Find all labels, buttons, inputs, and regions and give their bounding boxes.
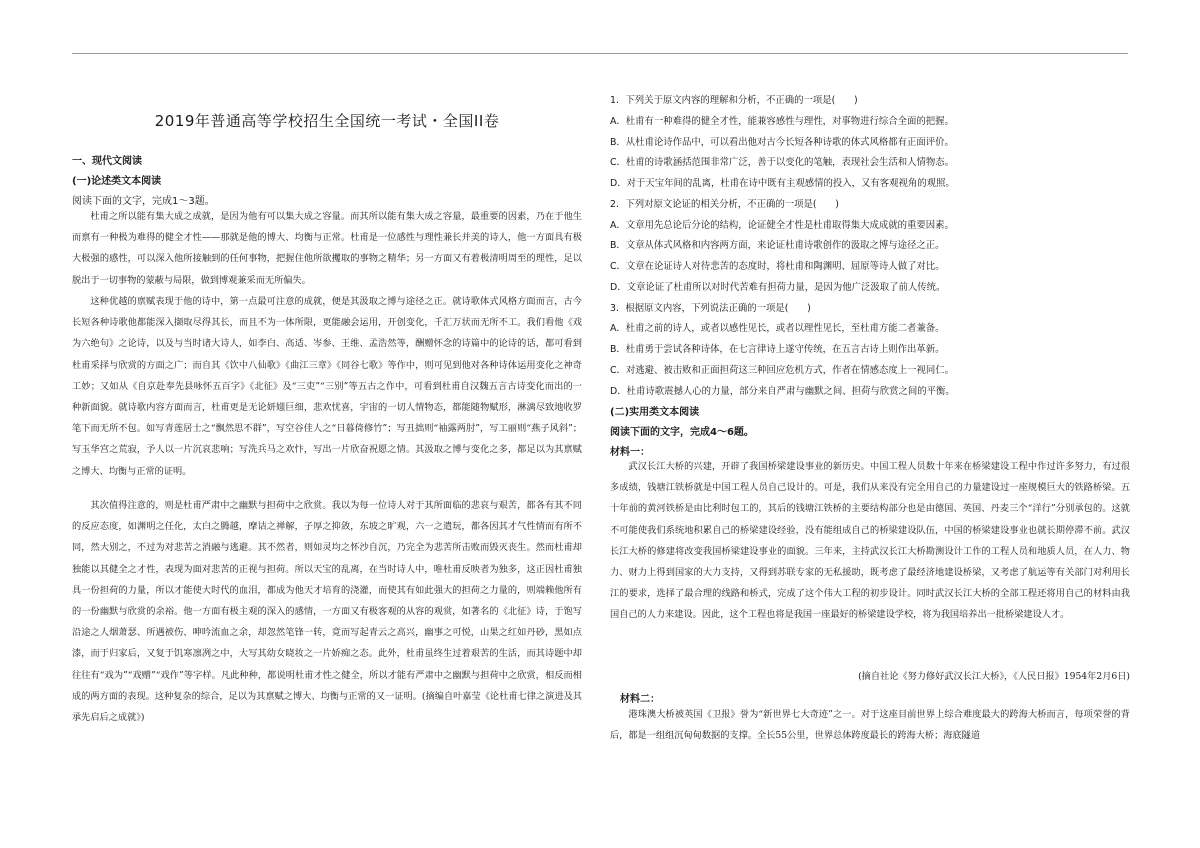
header-rule bbox=[72, 53, 1128, 54]
question-2: 2．下列对原文论证的相关分析，不正确的一项是( ) bbox=[610, 199, 839, 210]
instruction: 阅读下面的文字，完成1〜3题。 bbox=[72, 196, 215, 207]
material-1-label: 材料一： bbox=[610, 447, 650, 458]
material-1-text: 武汉长江大桥的兴建，开辟了我国桥梁建设事业的新历史。中国工程人员数十年来在桥梁建设工程中作过许多努力，有过很多成绩，钱塘江铁桥就是中国工程人员自己设计的。可是，我们从来没有完全用自己的力量建设过一座规模巨大的铁路桥梁。五十年前的黄河铁桥是由比利时包工的，其后的钱塘江铁桥的主要结构部分也是由德国、英国、丹麦三个“洋行”分别承包的。这就不可能使我们系统地积累自己的桥梁建设经验，没有能组成自己的桥梁建设队伍，中国的桥梁建设事业也就长期停滞不前。武汉长江大桥的修建将改变我国桥梁建设事业的面貌。三年来，主持武汉长江大桥勘测设计工作的工程人员和地质人员，在人力、物力、财力上得到国家的大力支持，又得到苏联专家的无私援助，既考虑了最经济地建设桥梁，又考虑了航运等有关部门对利用长江的要求，选择了最合理的线路和桥式，完成了这个伟大工程的初步设计。同时武汉长江大桥的全部工程还将用自己的材料由我国自己的人力来建设。因此，这个工程也将是我国一座最好的桥梁建设学校，将为我国培养出一批桥梁建设人才。 bbox=[610, 461, 1130, 621]
option-1c: C．杜甫的诗歌涵括范围非常广泛，善于以变化的笔触，表现社会生活和人情物态。 bbox=[610, 157, 955, 168]
section-heading: 一、现代文阅读 bbox=[72, 156, 142, 167]
subsection-heading-2: (二)实用类文本阅读 bbox=[610, 407, 700, 418]
option-1d: D．对于天宝年间的乱离，杜甫在诗中既有主观感情的投入，又有客观视角的观照。 bbox=[610, 178, 955, 189]
passage-paragraph-1: 杜甫之所以能有集大成之成就，是因为他有可以集大成之容量。而其所以能有集大成之容量，最重要的因素，乃在于他生而禀有一种极为难得的健全才性——那就是他的博大、均衡与正常。杜甫是一位感性与理性兼长并美的诗人，他一方面具有极大极强的感性，可以深入他所接触到的任何事物，把握住他所欲攫取的事物之精华；另一方面又有着极清明周至的理性，足以脱出于一切事物的蒙蔽与局限，做到博观兼采而无所偏失。 bbox=[72, 211, 582, 286]
instruction-2: 阅读下面的文字，完成4〜6题。 bbox=[610, 427, 754, 438]
question-1: 1．下列关于原文内容的理解和分析，不正确的一项是( ) bbox=[610, 95, 858, 106]
page-title: 2019年普通高等学校招生全国统一考试・全国II卷 bbox=[154, 112, 500, 130]
option-3c: C．对逃避、被击败和正面担荷这三种回应危机方式，作者在情感态度上一视同仁。 bbox=[610, 365, 955, 376]
option-2d: D．文章论证了杜甫所以对时代苦难有担荷力量，是因为他广泛汲取了前人传统。 bbox=[610, 282, 946, 293]
option-3b: B．杜甫勇于尝试各种诗体，在七言律诗上遂守传统，在五言古诗上则作出革新。 bbox=[610, 344, 945, 355]
material-1-source: (摘自社论《努力修好武汉长江大桥》，《人民日报》1954年2月6日) bbox=[858, 671, 1130, 682]
question-3: 3．根据原文内容，下列说法正确的一项是( ) bbox=[610, 303, 811, 314]
option-3a: A．杜甫之前的诗人，或者以感性见长，或者以理性见长，至杜甫方能二者兼备。 bbox=[610, 323, 945, 334]
material-2-label: 材料二： bbox=[620, 694, 660, 705]
option-2b: B．文章从体式风格和内容两方面，来论证杜甫诗歌创作的汲取之博与途径之正。 bbox=[610, 240, 945, 251]
subsection-heading: (一)论述类文本阅读 bbox=[72, 176, 162, 187]
option-2c: C．文章在论证诗人对待悲苦的态度时，将杜甫和陶渊明、屈原等诗人做了对比。 bbox=[610, 261, 945, 272]
passage-paragraph-3: 其次值得注意的，则是杜甫严肃中之幽默与担荷中之欣赏。我以为每一位诗人对于其所面临的悲哀与艰苦，都各有其不同的反应态度，如渊明之任化，太白之腾越，摩诘之禅解，子厚之抑敛，东坡之旷观，六一之遣玩，都各因其才气性情而有所不同，然大别之，不过为对悲苦之消融与逃避。其不然者，则如灵均之怀沙自沉，乃完全为悲苦所击败而毁灭丧生。然而杜甫却独能以其健全之才性，表现为面对悲苦的正视与担荷。所以天宝的乱离，在当时诗人中，唯杜甫反映者为独多，这正因杜甫独具一份担荷的力量，所以才能使大时代的血泪，都成为他天才培育的浇灌，而使其有如此强大的担荷之力量的，则端赖他所有的一份幽默与欣赏的余裕。他一方面有极主观的深入的感情，一方面又有极客观的从容的观赏，如著名的《北征》诗，于饱写沿途之人烟萧瑟、所遇被伤、呻吟流血之余，却忽然笔锋一转，竟而写起青云之高兴，幽事之可悦，山果之红如丹砂，黑如点漆，而于归家后，又复于饥寒凛冽之中，大写其幼女晓妆之一片娇痴之态。此外，杜甫虽终生过着艰苦的生活，而其诗题中却往往有“戏为”“戏赠”“戏作”等字样。凡此种种，都说明杜甫才性之健全，所以才能有严肃中之幽默与担荷中之欣赏，相反而相成的两方面的表现。这种复杂的综合，足以为其禀赋之博大、均衡与正常的又一证明。(摘编自叶嘉莹《论杜甫七律之演进及其承先启后之成就》) bbox=[72, 500, 582, 724]
option-1a: A．杜甫有一种难得的健全才性，能兼容感性与理性，对事物进行综合全面的把握。 bbox=[610, 116, 954, 127]
option-3d: D．杜甫诗歌震撼人心的力量，部分来自严肃与幽默之间、担荷与欣赏之间的平衡。 bbox=[610, 386, 955, 397]
option-2a: A．文章用先总论后分论的结构，论证健全才性是杜甫取得集大成成就的重要因素。 bbox=[610, 220, 954, 231]
passage-paragraph-2: 这种优越的禀赋表现于他的诗中，第一点最可注意的成就，便是其汲取之博与途径之正。就诗歌体式风格方面而言，古今长短各种诗歌他都能深入撷取尽得其长，而且不为一体所限，更能融会运用，开创变化，千汇万状而无所不工。我们看他《戏为六绝句》之论诗，以及与当时诸大诗人，如李白、高适、岑参、王维、孟浩然等，酬赠怀念的诗篇中的论诗的话，都可看到杜甫采择与欣赏的方面之广；而自其《饮中八仙歌》《曲江三章》《同谷七歌》等作中，则可见到他对各种诗体运用变化之神奇工妙；又如从《自京赴奉先县咏怀五百字》《北征》及“三吏”“三别”等五古之作中，可看到杜甫自汉魏五言古诗变化而出的一种新面貌。就诗歌内容方面而言，杜甫更是无论妍媸巨细，悲欢忧喜，宇宙的一切人情物态，都能随物赋形，淋漓尽致地收罗笔下而无所不包。如写青莲居士之“飘然思不群”，写空谷佳人之“日暮倚修竹”；写丑拙则“袖露两肘”，写工丽则“燕子风斜”；写玉华宫之荒寂，予人以一片沉哀悲响；写洗兵马之欢忭，写出一片欣奋祝愿之情。其汲取之博与变化之多，都足以为其禀赋之博大、均衡与正常的证明。 bbox=[72, 296, 582, 477]
option-1b: B．从杜甫论诗作品中，可以看出他对古今长短各种诗歌的体式风格都有正面评价。 bbox=[610, 137, 954, 148]
material-2-text: 港珠澳大桥被英国《卫报》誉为“新世界七大奇迹”之一。对于这座目前世界上综合难度最大的跨海大桥而言，每项荣誉的背后，都是一组组沉甸甸数据的支撑。全长55公里，世界总体跨度最长的跨海大桥；海底隧道 bbox=[610, 709, 1130, 742]
